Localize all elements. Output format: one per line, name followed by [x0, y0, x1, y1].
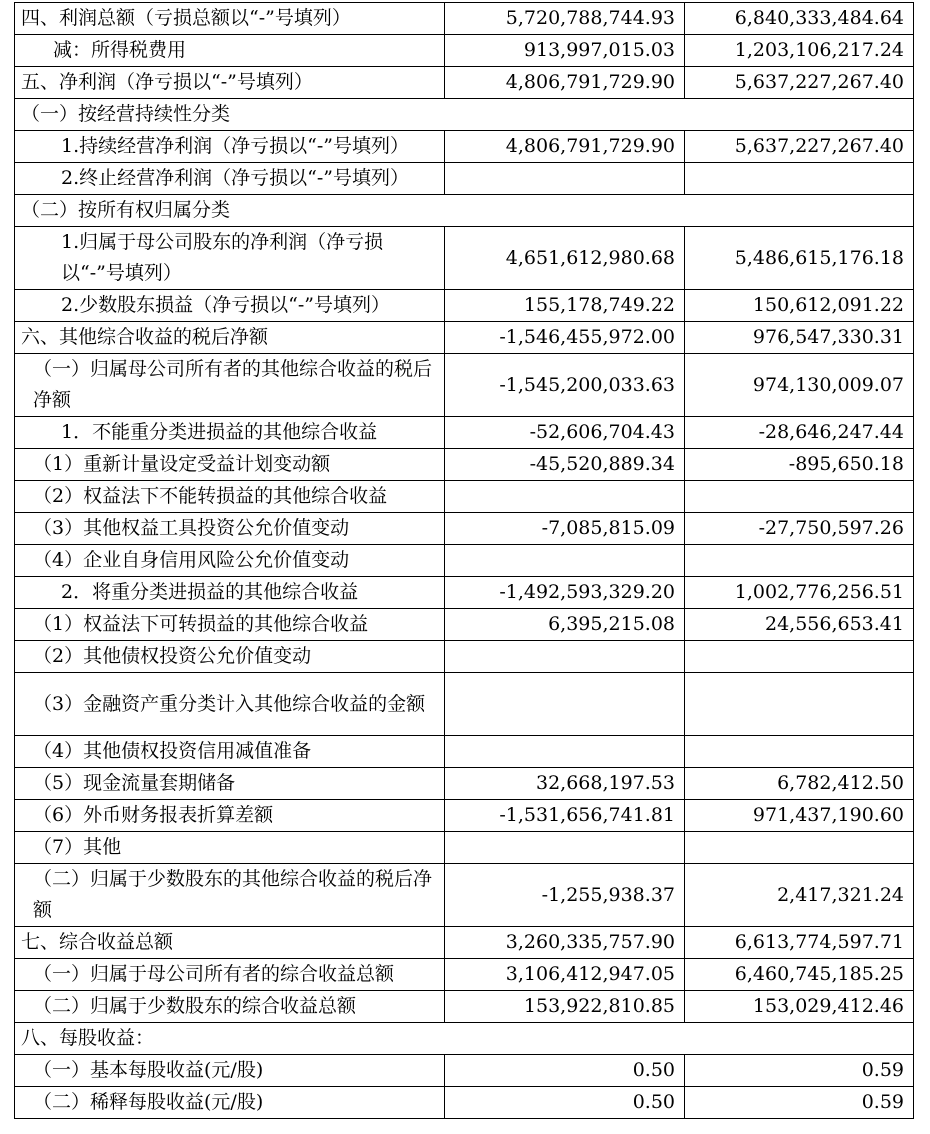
current-period-amount: 153,922,810.85: [445, 991, 685, 1023]
prior-period-amount: 971,437,190.60: [685, 800, 914, 832]
income-statement-table: [14, 2, 914, 1119]
prior-period-amount: [685, 832, 914, 864]
table-row: [15, 195, 914, 227]
prior-period-amount: 0.59: [685, 1055, 914, 1087]
row-label: （3）金融资产重分类计入其他综合收益的金额: [15, 673, 445, 736]
current-period-amount: -1,255,938.37: [445, 864, 685, 927]
table-row: [15, 513, 914, 545]
current-period-amount: 3,106,412,947.05: [445, 959, 685, 991]
row-label: 八、每股收益：: [15, 1023, 914, 1055]
table-row: [15, 927, 914, 959]
table-row: [15, 609, 914, 641]
current-period-amount: 32,668,197.53: [445, 768, 685, 800]
row-label: 七、综合收益总额: [15, 927, 445, 959]
table-row: [15, 959, 914, 991]
current-period-amount: [445, 481, 685, 513]
row-label: 2.少数股东损益（净亏损以“-”号填列）: [15, 290, 445, 322]
table-row: [15, 354, 914, 417]
table-row: [15, 1023, 914, 1055]
prior-period-amount: [685, 673, 914, 736]
table-row: [15, 67, 914, 99]
table-row: [15, 417, 914, 449]
current-period-amount: 913,997,015.03: [445, 35, 685, 67]
row-label: 减：所得税费用: [15, 35, 445, 67]
row-label: （一）按经营持续性分类: [15, 99, 914, 131]
row-label: （二）归属于少数股东的其他综合收益的税后净额: [15, 864, 445, 927]
prior-period-amount: [685, 545, 914, 577]
prior-period-amount: -28,646,247.44: [685, 417, 914, 449]
current-period-amount: 0.50: [445, 1055, 685, 1087]
table-row: [15, 227, 914, 290]
row-label: 四、利润总额（亏损总额以“-”号填列）: [15, 3, 445, 35]
statement-body: [15, 3, 914, 1119]
prior-period-amount: 153,029,412.46: [685, 991, 914, 1023]
current-period-amount: -45,520,889.34: [445, 449, 685, 481]
row-label: 五、净利润（净亏损以“-”号填列）: [15, 67, 445, 99]
prior-period-amount: -27,750,597.26: [685, 513, 914, 545]
row-label: 2．将重分类进损益的其他综合收益: [15, 577, 445, 609]
row-label: 1.归属于母公司股东的净利润（净亏损以“-”号填列）: [15, 227, 445, 290]
current-period-amount: 0.50: [445, 1087, 685, 1119]
current-period-amount: 4,806,791,729.90: [445, 131, 685, 163]
current-period-amount: [445, 673, 685, 736]
row-label: （一）归属母公司所有者的其他综合收益的税后净额: [15, 354, 445, 417]
table-row: [15, 322, 914, 354]
prior-period-amount: 2,417,321.24: [685, 864, 914, 927]
row-label: （一）归属于母公司所有者的综合收益总额: [15, 959, 445, 991]
row-label: （4）其他债权投资信用减值准备: [15, 736, 445, 768]
current-period-amount: 3,260,335,757.90: [445, 927, 685, 959]
current-period-amount: [445, 832, 685, 864]
prior-period-amount: [685, 641, 914, 673]
prior-period-amount: 0.59: [685, 1087, 914, 1119]
current-period-amount: [445, 736, 685, 768]
row-label: （5）现金流量套期储备: [15, 768, 445, 800]
prior-period-amount: 5,637,227,267.40: [685, 67, 914, 99]
current-period-amount: [445, 641, 685, 673]
current-period-amount: -7,085,815.09: [445, 513, 685, 545]
prior-period-amount: 24,556,653.41: [685, 609, 914, 641]
prior-period-amount: 6,613,774,597.71: [685, 927, 914, 959]
table-row: [15, 673, 914, 736]
current-period-amount: [445, 545, 685, 577]
table-row: [15, 736, 914, 768]
table-row: [15, 864, 914, 927]
table-row: [15, 832, 914, 864]
table-row: [15, 131, 914, 163]
current-period-amount: -1,531,656,741.81: [445, 800, 685, 832]
current-period-amount: -52,606,704.43: [445, 417, 685, 449]
prior-period-amount: 1,203,106,217.24: [685, 35, 914, 67]
prior-period-amount: 5,637,227,267.40: [685, 131, 914, 163]
table-row: [15, 3, 914, 35]
current-period-amount: -1,492,593,329.20: [445, 577, 685, 609]
row-label: 1.持续经营净利润（净亏损以“-”号填列）: [15, 131, 445, 163]
row-label: （3）其他权益工具投资公允价值变动: [15, 513, 445, 545]
table-row: [15, 1055, 914, 1087]
prior-period-amount: 974,130,009.07: [685, 354, 914, 417]
current-period-amount: 4,651,612,980.68: [445, 227, 685, 290]
prior-period-amount: 1,002,776,256.51: [685, 577, 914, 609]
row-label: （1）权益法下可转损益的其他综合收益: [15, 609, 445, 641]
current-period-amount: -1,546,455,972.00: [445, 322, 685, 354]
row-label: 1．不能重分类进损益的其他综合收益: [15, 417, 445, 449]
current-period-amount: 155,178,749.22: [445, 290, 685, 322]
table-row: [15, 99, 914, 131]
prior-period-amount: 6,460,745,185.25: [685, 959, 914, 991]
prior-period-amount: 6,782,412.50: [685, 768, 914, 800]
row-label: （二）稀释每股收益(元/股): [15, 1087, 445, 1119]
current-period-amount: 6,395,215.08: [445, 609, 685, 641]
prior-period-amount: 976,547,330.31: [685, 322, 914, 354]
table-row: [15, 577, 914, 609]
row-label: （2）其他债权投资公允价值变动: [15, 641, 445, 673]
table-row: [15, 641, 914, 673]
table-row: [15, 545, 914, 577]
table-row: [15, 768, 914, 800]
prior-period-amount: 150,612,091.22: [685, 290, 914, 322]
table-row: [15, 800, 914, 832]
row-label: （4）企业自身信用风险公允价值变动: [15, 545, 445, 577]
prior-period-amount: [685, 481, 914, 513]
current-period-amount: 4,806,791,729.90: [445, 67, 685, 99]
prior-period-amount: -895,650.18: [685, 449, 914, 481]
current-period-amount: [445, 163, 685, 195]
current-period-amount: 5,720,788,744.93: [445, 3, 685, 35]
row-label: （1）重新计量设定受益计划变动额: [15, 449, 445, 481]
row-label: （7）其他: [15, 832, 445, 864]
row-label: （二）按所有权归属分类: [15, 195, 914, 227]
table-row: [15, 290, 914, 322]
prior-period-amount: [685, 736, 914, 768]
table-row: [15, 163, 914, 195]
row-label: （一）基本每股收益(元/股): [15, 1055, 445, 1087]
row-label: （2）权益法下不能转损益的其他综合收益: [15, 481, 445, 513]
row-label: （二）归属于少数股东的综合收益总额: [15, 991, 445, 1023]
table-row: [15, 991, 914, 1023]
table-row: [15, 35, 914, 67]
table-row: [15, 1087, 914, 1119]
table-row: [15, 449, 914, 481]
row-label: 六、其他综合收益的税后净额: [15, 322, 445, 354]
current-period-amount: -1,545,200,033.63: [445, 354, 685, 417]
table-row: [15, 481, 914, 513]
row-label: 2.终止经营净利润（净亏损以“-”号填列）: [15, 163, 445, 195]
row-label: （6）外币财务报表折算差额: [15, 800, 445, 832]
prior-period-amount: 6,840,333,484.64: [685, 3, 914, 35]
prior-period-amount: 5,486,615,176.18: [685, 227, 914, 290]
prior-period-amount: [685, 163, 914, 195]
